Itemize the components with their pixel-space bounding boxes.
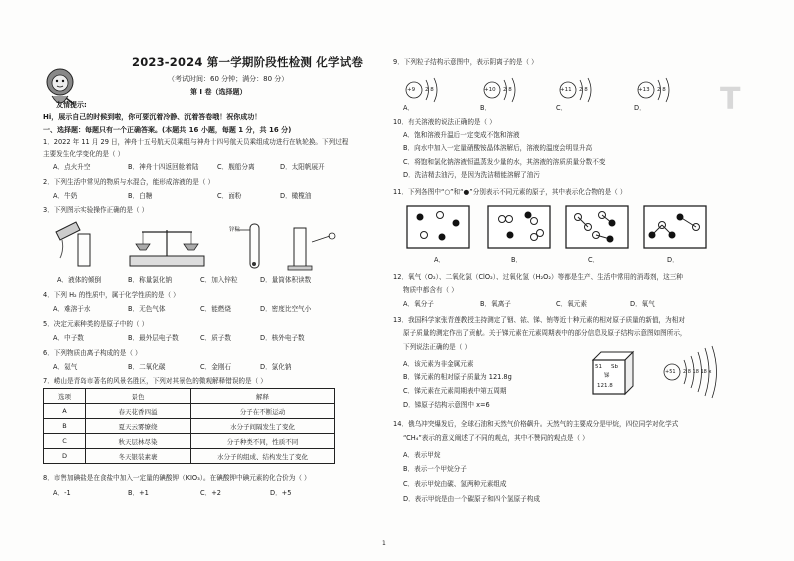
sb-shells: 2 8 18 18 x xyxy=(683,369,712,375)
table-cell: 分子种类不同，性质不同 xyxy=(191,434,335,449)
table-cell: 水分子间隔发生了变化 xyxy=(191,419,335,434)
table-header: 景色 xyxy=(86,389,191,404)
q5-option-d[interactable]: D．核外电子数 xyxy=(260,334,305,342)
q12-option-b[interactable]: B．氧离子 xyxy=(480,300,511,308)
q9-c-nucleus: +11 xyxy=(560,87,572,93)
q4-stem: 4．下列 H₂ 的性质中，属于化学性质的是（ ） xyxy=(43,291,180,299)
q7-stem: 7．崂山是青岛市著名的风景名胜区，下列对其景色的微观解释错误的是（ ） xyxy=(43,377,267,385)
sb-name: 锑 xyxy=(604,373,610,379)
q11-option-c[interactable]: C． xyxy=(588,256,600,264)
table-cell: 水分子的组成、结构发生了变化 xyxy=(191,449,335,464)
q4-option-d[interactable]: D．密度比空气小 xyxy=(260,305,312,313)
q14-stem: 14．俄乌冲突爆发后，全球石油和天然气价格飙升。天然气的主要成分是甲烷，四位同学对化学式 xyxy=(393,420,679,428)
q9-d-shells: 2 8 xyxy=(657,87,666,93)
q2-option-a[interactable]: A．牛奶 xyxy=(53,192,78,200)
section-title: 第 Ⅰ 卷（选择题） xyxy=(190,88,247,96)
q9-option-d[interactable]: D． xyxy=(634,104,646,112)
table-cell: C xyxy=(44,434,86,449)
q12-option-a[interactable]: A．氧分子 xyxy=(403,300,434,308)
q1-stem: 1．2022 年 11 月 29 日，神舟十五号航天员乘组与神舟十四号航天员乘组成功进行在轨轮换。下列过程 xyxy=(43,138,349,146)
sb-symbol: Sb xyxy=(611,364,618,370)
table-cell: D xyxy=(44,449,86,464)
q9-b-nucleus: +10 xyxy=(484,87,496,93)
q14-option-b[interactable]: B．表示一个甲烷分子 xyxy=(403,465,467,473)
q10-option-d[interactable]: D．洗洁精去油污，是因为洗洁精能溶解了油污 xyxy=(403,171,540,179)
table-row xyxy=(44,419,335,434)
sb-mass: 121.8 xyxy=(597,383,613,389)
q4-option-b[interactable]: B．无色气体 xyxy=(128,305,166,313)
q6-stem: 6．下列物质由离子构成的是（ ） xyxy=(43,349,142,357)
q14-option-d[interactable]: D．表示甲烷是由一个碳原子和四个氢原子构成 xyxy=(403,495,540,503)
q9-d-nucleus: +13 xyxy=(638,87,650,93)
q9-option-b[interactable]: B． xyxy=(480,104,492,112)
q13-stem: 13．我国科学家张青莲教授主持测定了铟、铱、锑、铕等近十种元素的相对原子质量的新值，为相对 xyxy=(393,316,685,324)
table-cell: 夏天云雾缭绕 xyxy=(86,419,191,434)
table-cell: 春天花香四溢 xyxy=(86,404,191,419)
q3-option-b[interactable]: B．称量氯化钠 xyxy=(128,276,173,284)
q7-table xyxy=(43,388,335,464)
q14-option-c[interactable]: C．表示甲烷由碳、氢两种元素组成 xyxy=(403,480,507,488)
q12-stem-2: 物质中都含有（ ） xyxy=(403,286,458,294)
q5-option-b[interactable]: B．最外层电子数 xyxy=(128,334,179,342)
table-header: 解释 xyxy=(191,389,335,404)
q2-option-d[interactable]: D．橄榄油 xyxy=(280,192,312,200)
q11-option-a[interactable]: A． xyxy=(434,256,446,264)
q1-option-a[interactable]: A．点火升空 xyxy=(53,163,91,171)
table-row xyxy=(44,434,335,449)
q2-option-c[interactable]: C．面粉 xyxy=(217,192,242,200)
q11-molecule-boxes xyxy=(406,205,716,251)
q9-c-shells: 2 8 xyxy=(579,87,588,93)
q1-stem-2: 主要发生化学变化的是（ ） xyxy=(43,150,125,158)
q3-zinc-label: 锌粒 xyxy=(229,227,241,233)
q6-option-a[interactable]: A．氦气 xyxy=(53,363,78,371)
q6-option-c[interactable]: C．金刚石 xyxy=(200,363,231,371)
q8-stem: 8．市售加碘盐是在食盐中加入一定量的碘酸钾（KIO₃）。在碘酸钾中碘元素的化合价为（ ） xyxy=(43,474,311,482)
q6-option-d[interactable]: D．氯化钠 xyxy=(260,363,292,371)
pouring-liquid-figure xyxy=(56,222,90,266)
q13-option-c[interactable]: C．锑元素在元素周期表中第五周期 xyxy=(403,387,507,395)
q5-option-a[interactable]: A．中子数 xyxy=(53,334,84,342)
q5-stem: 5．决定元素种类的是原子中的（ ） xyxy=(43,320,149,328)
q1-option-c[interactable]: C．舰船分离 xyxy=(217,163,255,171)
q8-option-d[interactable]: D．+5 xyxy=(270,489,292,497)
q9-option-a[interactable]: A． xyxy=(403,104,415,112)
table-row xyxy=(44,404,335,419)
q13-option-d[interactable]: D．锑原子结构示意图中 x=6 xyxy=(403,401,490,409)
table-cell: 冬天银装素裹 xyxy=(86,449,191,464)
q9-stem: 9．下列粒子结构示意图中，表示阴离子的是（ ） xyxy=(393,58,538,66)
q10-option-c[interactable]: C．将饱和氯化钠溶液恒温蒸发少量的水，其溶液的溶质质量分数不变 xyxy=(403,158,606,166)
instructions: 一、选择题：每题只有一个正确答案。(本题共 16 小题，每题 1 分，共 16 分) xyxy=(43,126,292,134)
exam-title: 2023-2024 第一学期阶段性检测 化学试卷 xyxy=(132,55,364,69)
table-header-row xyxy=(44,389,335,404)
q10-option-b[interactable]: B．向水中加入一定量硝酸铵晶体溶解后，溶液的温度会明显升高 xyxy=(403,144,593,152)
q13-option-b[interactable]: B．锑元素的相对原子质量为 121.8g xyxy=(403,373,512,381)
q9-option-c[interactable]: C． xyxy=(556,104,568,112)
q2-stem: 2．下列生活中常见的物质与水混合，能形成溶液的是（ ） xyxy=(43,178,215,186)
table-row xyxy=(44,449,335,464)
sb-atomic-number: 51 xyxy=(595,364,602,370)
q11-option-d[interactable]: D． xyxy=(667,256,679,264)
q13-stem-2: 原子质量的测定作出了贡献。关于锑元素在元素周期表中的部分信息及原子结构示意图如图所示， xyxy=(403,329,687,337)
q5-option-c[interactable]: C．质子数 xyxy=(200,334,231,342)
sb-nucleus: +51 xyxy=(665,369,676,375)
q3-experiment-figures xyxy=(50,218,340,274)
q11-option-b[interactable]: B． xyxy=(511,256,523,264)
q14-option-a[interactable]: A．表示甲烷 xyxy=(403,451,441,459)
q9-a-shells: 2 8 xyxy=(425,87,434,93)
greeting: Hi，展示自己的时候到啦，你可要沉着冷静、沉着答卷哦！祝你成功！ xyxy=(43,113,262,121)
q14-stem-2: “CH₄”表示的意义阐述了不同的观点，其中不赞同的观点是（ ） xyxy=(403,434,589,442)
table-cell: 秋天层林尽染 xyxy=(86,434,191,449)
q13-option-a[interactable]: A．该元素为非金属元素 xyxy=(403,360,474,368)
table-cell: A xyxy=(44,404,86,419)
q9-a-nucleus: +9 xyxy=(407,87,416,93)
table-cell: B xyxy=(44,419,86,434)
friendly-tip: 友情提示: xyxy=(56,101,87,109)
q8-option-c[interactable]: C．+2 xyxy=(200,489,221,497)
q4-option-c[interactable]: C．能燃烧 xyxy=(200,305,231,313)
q8-option-b[interactable]: B．+1 xyxy=(128,489,149,497)
q2-option-b[interactable]: B．白糖 xyxy=(128,192,153,200)
q4-option-a[interactable]: A．难溶于水 xyxy=(53,305,91,313)
q1-option-b[interactable]: B．神舟十四返回舱着陆 xyxy=(128,163,199,171)
q9-b-shells: 2 8 xyxy=(503,87,512,93)
q12-option-d[interactable]: D．氧气 xyxy=(630,300,655,308)
q6-option-b[interactable]: B．二氧化碳 xyxy=(128,363,166,371)
q1-option-d[interactable]: D．太阳帆展开 xyxy=(280,163,325,171)
q13-stem-3: 下列说法正确的是（ ） xyxy=(403,343,472,351)
exam-subtitle: （考试时间：60 分钟；满分：80 分） xyxy=(168,75,289,83)
q10-option-a[interactable]: A．饱和溶液升温后一定变成不饱和溶液 xyxy=(403,131,520,139)
measuring-cylinder-figure xyxy=(288,228,335,270)
table-header: 选项 xyxy=(44,389,86,404)
q12-stem: 12．氧气（O₂）、二氧化氯（ClO₂）、过氧化氢（H₂O₂）等都是生产、生活中常用的消毒剂，这三种 xyxy=(393,273,683,281)
q3-option-c[interactable]: C．加入锌粒 xyxy=(200,276,238,284)
q10-stem: 10．有关溶液的说法正确的是（ ） xyxy=(393,118,496,126)
page-number: 1 xyxy=(382,540,386,547)
q11-stem: 11．下列各图中“○”和“●”分别表示不同元素的原子，其中表示化合物的是（ ） xyxy=(393,188,627,196)
q3-option-d[interactable]: D．量筒体积读数 xyxy=(260,276,312,284)
q3-option-a[interactable]: A．液体的倾倒 xyxy=(57,276,102,284)
q8-option-a[interactable]: A．-1 xyxy=(53,489,71,497)
bleed-through-mark: T xyxy=(720,82,741,117)
balance-figure xyxy=(130,230,204,266)
q12-option-c[interactable]: C．氧元素 xyxy=(556,300,587,308)
q3-stem: 3．下列图示实验操作正确的是（ ） xyxy=(43,206,149,214)
table-cell: 分子在不断运动 xyxy=(191,404,335,419)
